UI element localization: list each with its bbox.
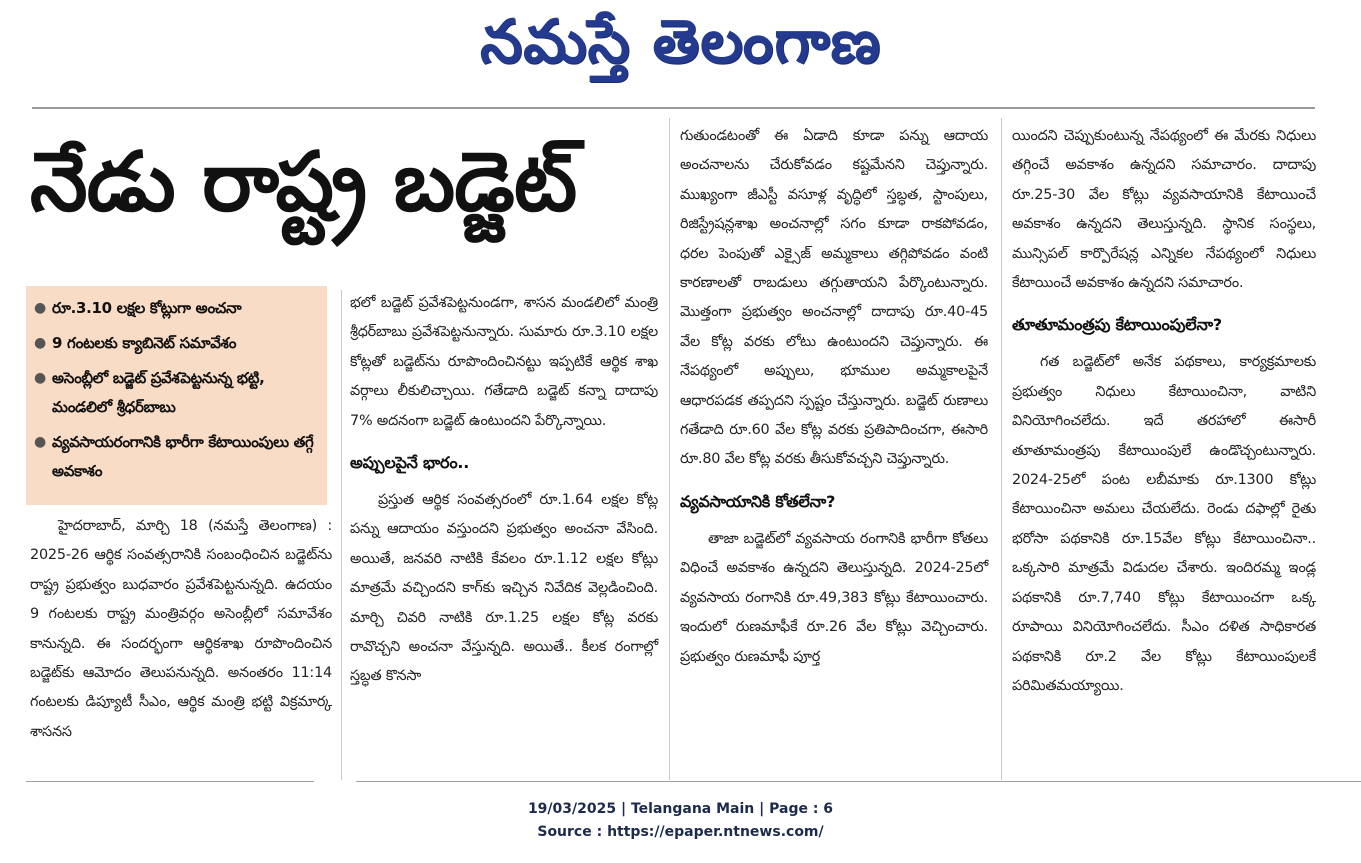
paragraph: భలో బడ్జెట్ ప్రవేశపెట్టనుండగా, శాసన మండలిలో మంత్రి శ్రీధర్‌బాబు ప్రవేశపెట్టనున్నారు. సుమారు రూ.3.10 లక్షల కోట్లతో బడ్జెట్‌ను రూపొందించినట్టు ఇప్పటికే ఆర్థిక శాఖ వర్గాలు లీకులిచ్చాయి. గతేడాది బడ్జెట్ కన్నా దాదాపు 7% అదనంగా బడ్జెట్ ఉంటుందని పేర్కొన్నాయి. (350, 295, 658, 429)
section-subheading: తూతూమంత్రపు కేటాయింపులేనా? (1012, 315, 1222, 335)
column-divider (669, 118, 670, 780)
article-column-3 (680, 122, 988, 672)
highlight-text: 9 గంటలకు క్యాబినెట్ సమావేశం (52, 334, 237, 352)
bullet-icon: ● (34, 370, 47, 386)
highlight-item (34, 364, 321, 422)
highlight-text: రూ.3.10 లక్షల కోట్లుగా అంచనా (52, 299, 242, 317)
bottom-rule (356, 781, 1361, 782)
article-headline: నేడు రాష్ట్ర బడ్జెట్ (30, 135, 577, 230)
article-column-1 (30, 512, 332, 747)
highlight-item (34, 329, 321, 358)
column-divider (341, 290, 342, 780)
column-divider (1001, 118, 1002, 780)
paragraph: హైదరాబాద్, మార్చి 18 (నమస్తే తెలంగాణ) : 2025-26 ఆర్థిక సంవత్సరానికి సంబంధించిన బడ్జెట్‌ను రాష్ట్ర ప్రభుత్వం బుధవారం ప్రవేశపెట్టనున్నది. ఉదయం 9 గంటలకు రాష్ట్ర మంత్రివర్గం అసెంబ్లీలో సమావేశం కానున్నది. ఈ సందర్భంగా ఆర్థికశాఖ రూపొందించిన బడ్జెట్‌కు ఆమోదం తెలుపనున్నది. అనంతరం 11:14 గంటలకు డిప్యూటీ సీఎం, ఆర్థిక మంత్రి భట్టి విక్రమార్క శాసనస (30, 518, 332, 740)
bullet-icon: ● (34, 300, 47, 316)
section-subheading: అప్పులపైనే భారం.. (350, 453, 470, 473)
footer-source: Source : https://epaper.ntnews.com/ (537, 824, 824, 840)
paragraph: గుతుండటంతో ఈ ఏడాది కూడా పన్ను ఆదాయ అంచనాలను చేరుకోవడం కష్టమేనని చెప్తున్నారు. ముఖ్యంగా జీఎస్టీ వసూళ్ల వృద్ధిలో స్తబ్ధత, స్టాంపులు, రిజిస్ట్రేషన్లశాఖ అంచనాల్లో సగం కూడా రాకపోవడం, ధరల పెంపుతో ఎక్సైజ్ అమ్మకాలు తగ్గిపోవడం వంటి కారణాలతో రాబడులు తగ్గుతాయని పేర్కొంటున్నారు. మొత్తంగా ప్రభుత్వం అంచనాల్లో దాదాపు రూ.40-45 వేల కోట్ల వరకు లోటు ఉంటుందని చెప్తున్నారు. ఈ నేపథ్యంలో అప్పులు, భూముల అమ్మకాలపైనే ఆధారపడక తప్పదని స్పష్టం చేస్తున్నారు. బడ్జెట్ రుణాలు గతేడాది రూ.60 వేల కోట్ల వరకు ప్రతిపాదించగా, ఈసారి రూ.80 వేల కోట్ల వరకు తీసుకోవచ్చని చెప్తున్నారు. (680, 128, 988, 468)
newspaper-masthead: నమస్తే తెలంగాణ (479, 7, 882, 77)
paragraph: గత బడ్జెట్‌లో అనేక పథకాలు, కార్యక్రమాలకు ప్రభుత్వం నిధులు కేటాయించినా, వాటిని వినియోగించలేదు. ఇదే తరహాలో ఈసారీ తూతూమంత్రపు కేటాయింపులే ఉండొచ్చంటున్నారు. 2024-25లో పంట లబీమాకు రూ.1300 కోట్లు కేటాయించినా అమలు చేయలేదు. రెండు దఫాల్లో రైతు భరోసా పథకానికి రూ.15వేల కోట్లు కేటాయించినా.. ఒక్కసారి మాత్రమే విడుదల చేశారు. ఇందిరమ్మ ఇండ్ల పథకానికి రూ.7,740 కోట్లు కేటాయించగా ఒక్క రూపాయి వినియోగించలేదు. సీఎం దళిత సాధికారత పథకానికి రూ.2 వేల కోట్లు కేటాయింపులకే పరిమితమయ్యాయి. (1012, 354, 1316, 694)
highlight-text: వ్యవసాయరంగానికి భారీగా కేటాయింపులు తగ్గే అవకాశం (52, 433, 314, 480)
article-column-4 (1012, 122, 1316, 701)
highlight-item (34, 294, 321, 323)
bullet-icon: ● (34, 335, 47, 351)
article-column-2 (350, 289, 658, 692)
bullet-icon: ● (34, 434, 47, 450)
paragraph: యిందని చెప్పుకుంటున్న నేపథ్యంలో ఈ మేరకు నిధులు తగ్గించే అవకాశం ఉన్నదని సమాచారం. దాదాపు రూ.25-30 వేల కోట్లు వ్యవసాయానికి కేటాయించే అవకాశం ఉన్నదని తెలుస్తున్నది. స్థానిక సంస్థలు, మున్సిపల్ కార్పొరేషన్ల ఎన్నికల నేపథ్యంలో నిధులు కేటాయించే అవకాశం ఉన్నదని సమాచారం. (1012, 128, 1316, 292)
bottom-rule (26, 781, 314, 782)
section-subheading: వ్యవసాయానికి కోతలేనా? (680, 491, 836, 511)
highlight-item (34, 428, 321, 486)
masthead-divider (32, 107, 1315, 109)
paragraph: తాజా బడ్జెట్‌లో వ్యవసాయ రంగానికి భారీగా కోతలు విధించే అవకాశం ఉన్నదని తెలుస్తున్నది. 2024-25లో వ్యవసాయ రంగానికి రూ.49,383 కోట్లు కేటాయించారు. ఇందులో రుణమాఫీకే రూ.26 వేల కోట్లు వెచ్చించారు. ప్రభుత్వం రుణమాఫీ పూర్త (680, 530, 988, 665)
highlight-text: అసెంబ్లీలో బడ్జెట్ ప్రవేశపెట్టనున్న భట్టి, మండలిలో శ్రీధర్‌బాబు (52, 369, 265, 416)
highlights-box (26, 286, 327, 505)
paragraph: ప్రస్తుత ఆర్థిక సంవత్సరంలో రూ.1.64 లక్షల కోట్ల పన్ను ఆదాయం వస్తుందని ప్రభుత్వం అంచనా వేసింది. అయితే, జనవరి నాటికి కేవలం రూ.1.12 లక్షల కోట్లు మాత్రమే వచ్చిందని కాగ్‌కు ఇచ్చిన నివేదిక వెల్లడించింది. మార్చి చివరి నాటికి రూ.1.25 లక్షల కోట్ల వరకు రావొచ్చని అంచనా వేస్తున్నది. అయితే.. కీలక రంగాల్లో స్తబ్ధత కొనసా (350, 492, 658, 685)
footer-date-page: 19/03/2025 | Telangana Main | Page : 6 (527, 801, 834, 817)
